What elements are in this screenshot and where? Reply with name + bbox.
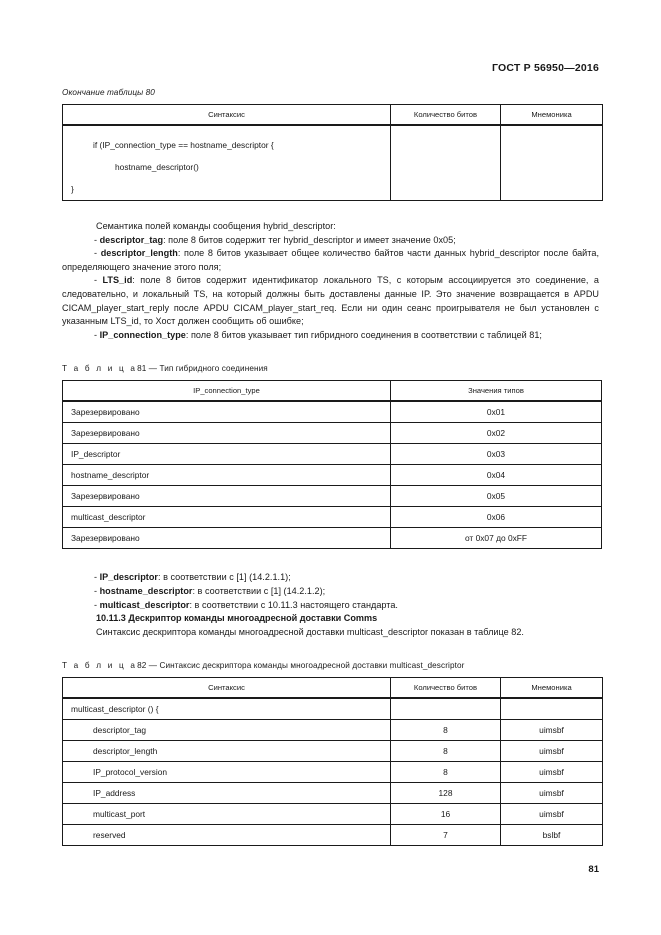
list-dash: - — [94, 329, 100, 340]
table-81 — [62, 380, 602, 549]
table-row — [63, 486, 602, 507]
semantics-item-lts-id — [62, 274, 599, 328]
table-80-cell-mnemonic — [501, 125, 603, 201]
table-82-cell-mnemonic: uimsbf — [501, 762, 603, 783]
cell-text: IP_protocol_version — [93, 767, 168, 778]
table-row — [63, 423, 602, 444]
term-description: : в соответствии с [1] (14.2.1.2); — [192, 585, 326, 596]
table-82-cell-bits — [391, 698, 501, 720]
document-body — [62, 88, 599, 846]
table-row — [63, 804, 603, 825]
table-82-cell-mnemonic: uimsbf — [501, 720, 603, 741]
cell-text: Зарезервировано — [71, 407, 140, 418]
list-dash: - — [94, 248, 101, 259]
list-dash: - — [94, 275, 103, 286]
section-body-10-11-3: Синтаксис дескриптора команды многоадресной доставки multicast_descriptor показан в таблице 82. — [96, 626, 524, 637]
table-80-header-row — [63, 105, 603, 126]
table-82-cell-bits: 8 — [391, 720, 501, 741]
term-description: : поле 8 битов содержит тег hybrid_descriptor и имеет значение 0x05; — [163, 234, 456, 245]
table-80-col-mnemonic: Мнемоника — [501, 105, 603, 126]
table-80-cell-bits — [391, 125, 501, 201]
table-82-cell-bits: 7 — [391, 825, 501, 846]
syntax-line: } — [71, 184, 74, 194]
table-80-cell-syntax — [63, 125, 391, 201]
cell-text: multicast_descriptor () { — [71, 704, 159, 715]
table-82-col-syntax: Синтаксис — [63, 678, 391, 699]
table-81-cell-type — [63, 423, 391, 444]
table-row — [63, 783, 603, 804]
table-82-body — [63, 698, 603, 846]
table-81-caption-title: Тип гибридного соединения — [159, 364, 268, 374]
descriptor-item-multicast-descriptor — [62, 599, 599, 613]
table-80-col-syntax: Синтаксис — [63, 105, 391, 126]
table-81-cell-value: 0x05 — [391, 486, 602, 507]
section-heading-10-11-3: 10.11.3 Дескриптор команды многоадресной доставки Comms — [96, 613, 378, 624]
table-82-cell-bits: 16 — [391, 804, 501, 825]
table-row — [63, 401, 602, 423]
term-description: : поле 8 битов указывает общее количество байтов части данных hybrid_descriptor после байта, определяющего значение этого поля; — [62, 248, 599, 272]
table-row — [63, 528, 602, 549]
table-81-caption-dash: — — [148, 364, 158, 374]
semantics-item-descriptor-length — [62, 247, 599, 274]
table-80-col-bits: Количество битов — [391, 105, 501, 126]
table-81-header-row — [63, 381, 602, 402]
table-82-cell-syntax — [63, 741, 391, 762]
table-82-cell-bits: 8 — [391, 762, 501, 783]
table-81-caption-lead: Т а б л и ц а — [62, 364, 138, 374]
table-row — [63, 125, 603, 201]
table-81-caption — [62, 364, 599, 373]
table-80-caption: Окончание таблицы 80 — [62, 88, 155, 97]
term: descriptor_length — [100, 248, 178, 259]
term: LTS_id — [102, 275, 133, 286]
table-81-cell-value: 0x01 — [391, 401, 602, 423]
cell-text: Зарезервировано — [71, 428, 140, 439]
syntax-line: hostname_descriptor() — [115, 162, 199, 172]
semantics-item-ip-connection-type — [62, 329, 599, 343]
table-81-col-connection-type: IP_connection_type — [63, 381, 391, 402]
cell-text: IP_descriptor — [71, 449, 121, 460]
table-81-cell-value: 0x03 — [391, 444, 602, 465]
descriptor-item-hostname-descriptor — [62, 585, 599, 599]
table-82-col-bits: Количество битов — [391, 678, 501, 699]
table-row — [63, 465, 602, 486]
cell-text: reserved — [93, 830, 126, 841]
table-81-col-values: Значения типов — [391, 381, 602, 402]
table-82-cell-syntax — [63, 783, 391, 804]
table-81-cell-value: 0x06 — [391, 507, 602, 528]
table-82-cell-mnemonic: uimsbf — [501, 783, 603, 804]
term: IP_connection_type — [99, 329, 186, 340]
table-82-cell-syntax — [63, 825, 391, 846]
table-82-cell-syntax — [63, 762, 391, 783]
semantics-intro: Семантика полей команды сообщения hybrid_descriptor: — [96, 221, 336, 231]
table-82-cell-mnemonic: bslbf — [501, 825, 603, 846]
table-82-cell-syntax — [63, 804, 391, 825]
list-dash: - — [94, 572, 100, 583]
cell-text: hostname_descriptor — [71, 470, 150, 481]
cell-text: multicast_port — [93, 809, 146, 820]
table-row — [63, 825, 603, 846]
page-number: 81 — [588, 864, 599, 875]
term: multicast_descriptor — [99, 599, 190, 610]
table-row — [63, 698, 603, 720]
list-dash: - — [94, 585, 100, 596]
table-row — [63, 741, 603, 762]
cell-text: IP_address — [93, 788, 136, 799]
list-dash: - — [94, 234, 100, 245]
table-row — [63, 444, 602, 465]
table-82-caption-lead: Т а б л и ц а — [62, 661, 138, 671]
table-81-cell-type — [63, 401, 391, 423]
table-81-cell-value: 0x02 — [391, 423, 602, 444]
table-81-body — [63, 401, 602, 549]
term: descriptor_tag — [99, 234, 164, 245]
table-82-col-mnemonic: Мнемоника — [501, 678, 603, 699]
table-82-caption-dash: — — [148, 661, 158, 671]
table-81-caption-number: 81 — [137, 364, 147, 374]
table-81-cell-type — [63, 528, 391, 549]
cell-text: multicast_descriptor — [71, 512, 146, 523]
table-82-header-row — [63, 678, 603, 699]
cell-text: Зарезервировано — [71, 491, 140, 502]
term-description: : поле 8 битов содержит идентификатор локального TS, с которым ассоциируется это соединение, а следовательно, и локальный TS, на который должны быть доставлены данные IP. Это значение возвращается в APDU CICAM_player_start_reply после APDU CICAM_player_start_req. Если ни один сеанс проигрывателя не был установлен с указанным LTS_id, то Хост должен сообщить об ошибке; — [62, 275, 599, 327]
table-81-cell-type — [63, 507, 391, 528]
table-81-cell-type — [63, 465, 391, 486]
table-row — [63, 720, 603, 741]
descriptor-item-ip-descriptor — [62, 571, 599, 585]
table-82-caption-title: Синтаксис дескриптора команды многоадресной доставки multicast_descriptor — [159, 661, 465, 671]
term: hostname_descriptor — [99, 585, 193, 596]
term-description: : в соответствии с [1] (14.2.1.1); — [158, 572, 291, 583]
syntax-line: if (IP_connection_type == hostname_descriptor { — [93, 140, 274, 150]
table-81-cell-type — [63, 444, 391, 465]
term-description: : в соответствии с 10.11.3 настоящего стандарта. — [189, 599, 398, 610]
table-80 — [62, 104, 603, 201]
term: IP_descriptor — [99, 572, 158, 583]
table-82-cell-bits: 128 — [391, 783, 501, 804]
table-82-caption-number: 82 — [137, 661, 147, 671]
cell-text: descriptor_length — [93, 746, 158, 757]
document-header-standard-id: ГОСТ Р 56950—2016 — [491, 62, 599, 74]
table-82 — [62, 677, 603, 846]
table-82-cell-mnemonic: uimsbf — [501, 741, 603, 762]
table-81-cell-value: 0x04 — [391, 465, 602, 486]
table-82-caption — [62, 661, 599, 670]
cell-text: descriptor_tag — [93, 725, 147, 736]
table-82-cell-mnemonic — [501, 698, 603, 720]
semantics-item-descriptor-tag — [62, 234, 599, 248]
table-row — [63, 762, 603, 783]
list-dash: - — [94, 599, 100, 610]
table-81-cell-value: от 0x07 до 0xFF — [391, 528, 602, 549]
table-82-cell-syntax — [63, 720, 391, 741]
table-82-cell-syntax — [63, 698, 391, 720]
term-description: : поле 8 битов указывает тип гибридного соединения в соответствии с таблицей 81; — [185, 329, 542, 340]
table-82-cell-bits: 8 — [391, 741, 501, 762]
table-82-cell-mnemonic: uimsbf — [501, 804, 603, 825]
table-81-cell-type — [63, 486, 391, 507]
table-row — [63, 507, 602, 528]
cell-text: Зарезервировано — [71, 533, 140, 544]
